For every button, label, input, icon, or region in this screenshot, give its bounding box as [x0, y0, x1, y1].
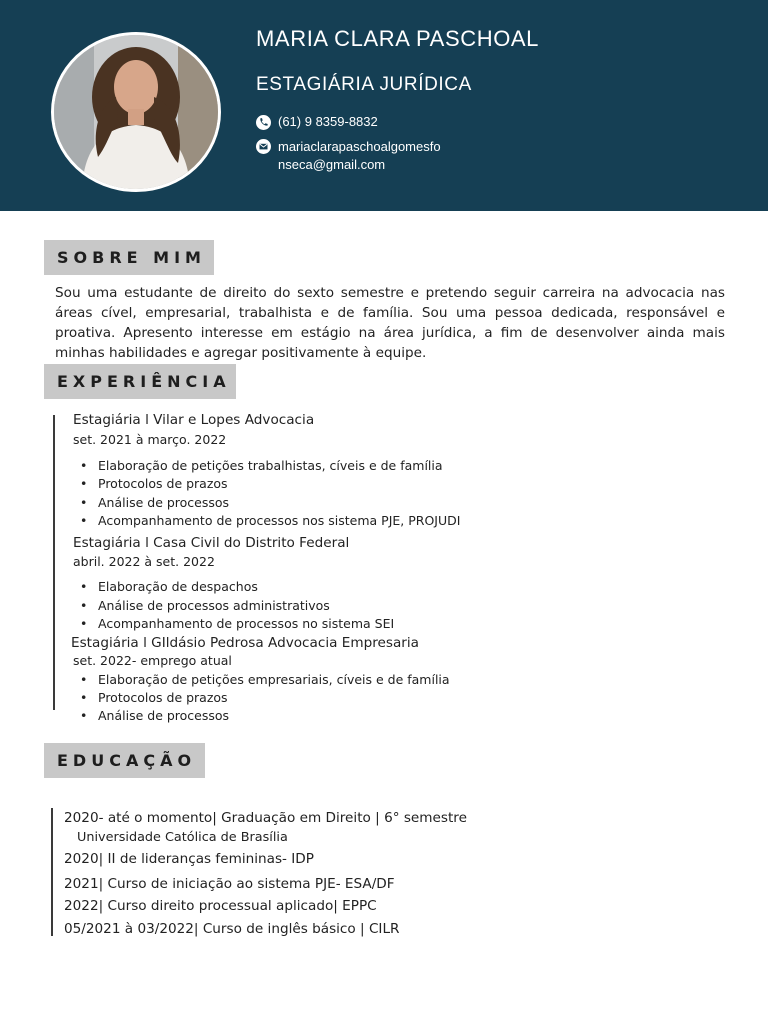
job-title: Estagiária l Vilar e Lopes Advocacia	[73, 412, 315, 428]
list-item	[80, 458, 443, 473]
job-title: Estagiária l GIldásio Pedrosa Advocacia Empresaria	[71, 635, 419, 651]
profile-photo	[51, 32, 221, 192]
list-item-text: Acompanhamento de processos no sistema SEI	[98, 616, 395, 631]
bullet-marker: •	[80, 579, 88, 594]
job-date: abril. 2022 à set. 2022	[73, 554, 215, 569]
list-item	[80, 495, 229, 510]
bullet-marker: •	[80, 513, 88, 528]
list-item-text: Elaboração de despachos	[98, 579, 258, 594]
list-item	[80, 672, 450, 687]
education-item: 05/2021 à 03/2022| Curso de inglês básico | CILR	[64, 921, 400, 937]
bullet-marker: •	[80, 495, 88, 510]
phone-icon	[256, 115, 271, 130]
email-line-2: nseca@gmail.com	[278, 157, 386, 172]
list-item-text: Análise de processos	[98, 495, 230, 510]
education-section-title: EDUCAÇÃO	[57, 751, 197, 770]
about-section-header	[44, 240, 214, 275]
email-line-1: mariaclarapaschoalgomesfo	[278, 139, 441, 154]
list-item	[80, 616, 394, 631]
job-title: Estagiária l Casa Civil do Distrito Federal	[73, 535, 350, 551]
list-item	[80, 598, 330, 613]
experience-timeline-line	[53, 415, 55, 710]
education-item: 2021| Curso de iniciação ao sistema PJE- ESA/DF	[64, 876, 395, 892]
phone-number: (61) 9 8359-8832	[278, 114, 378, 129]
list-item-text: Protocolos de prazos	[98, 476, 228, 491]
education-institution: Universidade Católica de Brasília	[77, 830, 288, 845]
list-item-text: Elaboração de petições trabalhistas, cíveis e de família	[98, 458, 443, 473]
education-item: 2020| II de lideranças femininas- IDP	[64, 851, 314, 867]
bullet-marker: •	[80, 708, 88, 723]
about-text: Sou uma estudante de direito do sexto semestre e pretendo seguir carreira na advocacia nas áreas cível, empresarial, trabalhista e de família. Sou uma pessoa dedicada, responsável e proativa. Apresento interesse em estágio na área jurídica, a fim de desenvolver ainda mais minhas habilidades e agregar positivamente à equipe.	[55, 285, 725, 361]
list-item	[80, 690, 228, 705]
about-section-title: SOBRE MIM	[57, 248, 206, 267]
bullet-marker: •	[80, 616, 88, 631]
education-timeline-line	[51, 808, 53, 936]
header-banner	[0, 0, 768, 211]
list-item	[80, 708, 229, 723]
list-item-text: Protocolos de prazos	[98, 690, 228, 705]
candidate-name: MARIA CLARA PASCHOAL	[256, 26, 540, 51]
bullet-marker: •	[80, 458, 88, 473]
list-item-text: Análise de processos	[98, 708, 230, 723]
job-date: set. 2022- emprego atual	[73, 653, 232, 668]
bullet-marker: •	[80, 672, 88, 687]
job-date: set. 2021 à março. 2022	[73, 432, 227, 447]
list-item-text: Elaboração de petições empresariais, cíveis e de família	[98, 672, 450, 687]
bullet-marker: •	[80, 476, 88, 491]
list-item-text: Acompanhamento de processos nos sistema PJE, PROJUDI	[98, 513, 461, 528]
bullet-marker: •	[80, 690, 88, 705]
education-item: 2022| Curso direito processual aplicado| EPPC	[64, 898, 377, 914]
experience-section-header	[44, 364, 236, 399]
envelope-icon	[256, 139, 271, 154]
list-item	[80, 476, 228, 491]
education-item: 2020- até o momento| Graduação em Direito | 6° semestre	[64, 810, 467, 826]
candidate-role: ESTAGIÁRIA JURÍDICA	[256, 74, 472, 95]
list-item-text: Análise de processos administrativos	[98, 598, 330, 613]
list-item	[80, 513, 460, 528]
education-section-header	[44, 743, 205, 778]
experience-section-title: EXPERIÊNCIA	[57, 372, 231, 391]
bullet-marker: •	[80, 598, 88, 613]
list-item	[80, 579, 258, 594]
